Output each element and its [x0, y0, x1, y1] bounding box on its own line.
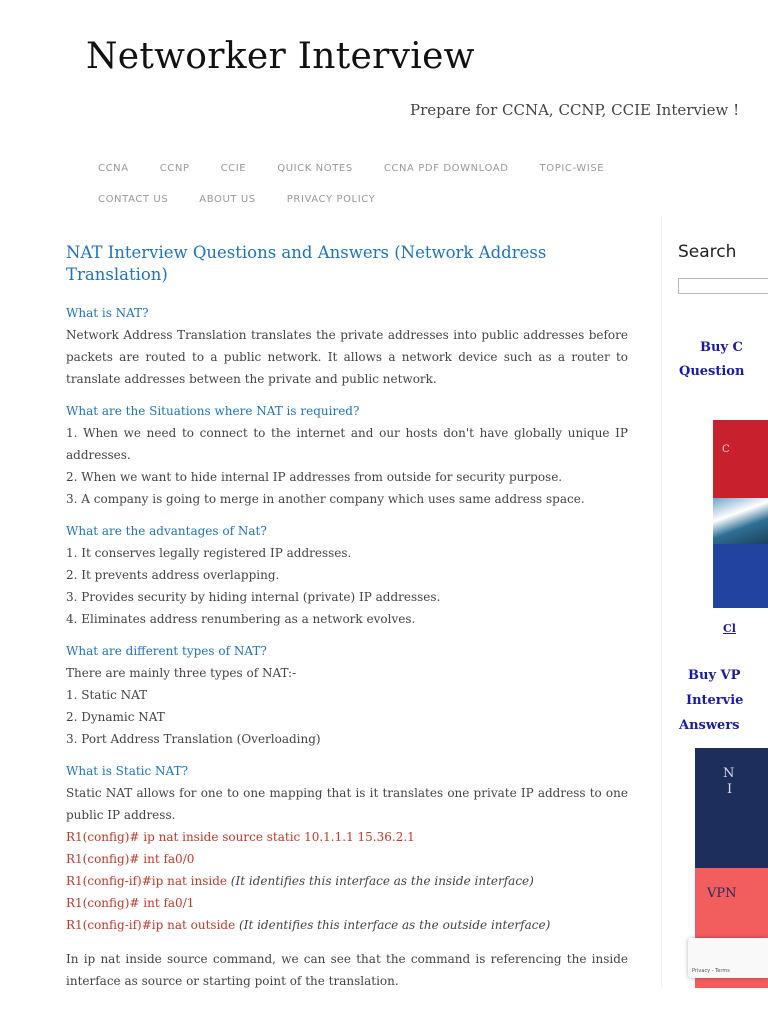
buy-ccna-promo-link[interactable]: [662, 336, 768, 384]
article: [66, 242, 628, 992]
promo-line: Question: [679, 364, 745, 379]
answer-paragraph: Network Address Translation translates the private addresses into public addresses before packets are routed to a public network. It allows a network device such as a router to translate addresses between the private and public network.: [66, 328, 628, 386]
question-heading: What is Static NAT?: [66, 764, 189, 778]
recaptcha-badge[interactable]: [688, 938, 768, 978]
list-item: 2. Dynamic NAT: [66, 710, 165, 724]
book-cover-text: N: [723, 766, 735, 781]
nav-item-ccnp[interactable]: CCNP: [159, 163, 190, 174]
question-heading: What is NAT?: [66, 306, 149, 320]
promo-line: Buy VP: [688, 668, 741, 683]
nav-row-2: [98, 184, 658, 215]
config-command: [66, 848, 628, 870]
command-note: (It identifies this interface as the inside interface): [230, 874, 534, 888]
list-item: 1. Static NAT: [66, 688, 148, 702]
command-text: R1(config)# int fa0/0: [66, 852, 195, 866]
list-item: 3. A company is going to merge in another company which uses same address space.: [66, 492, 585, 506]
answer-paragraph: In ip nat inside source command, we can see that the command is referencing the inside interface as source or starting point of the translation.: [66, 952, 628, 988]
list-item: 3. Provides security by hiding internal (private) IP addresses.: [66, 590, 441, 604]
book-cover-text: I: [727, 782, 733, 797]
book-cover-bottom: [713, 544, 768, 608]
site-tagline: Prepare for CCNA, CCNP, CCIE Interview !: [410, 101, 740, 119]
book-cover-image: [713, 498, 768, 544]
list-item: 2. When we want to hide internal IP addresses from outside for security purpose.: [66, 470, 563, 484]
nav-item-ccna[interactable]: CCNA: [98, 163, 129, 174]
promo-line: Answers: [679, 718, 740, 733]
config-command: [66, 826, 628, 848]
nav-item-ccna-pdf-download[interactable]: CCNA PDF DOWNLOAD: [383, 163, 509, 174]
article-title[interactable]: NAT Interview Questions and Answers (Network Address Translation): [66, 243, 547, 284]
promo-line: Buy C: [700, 340, 743, 355]
list-item: 2. It prevents address overlapping.: [66, 568, 280, 582]
nav-item-privacy-policy[interactable]: PRIVACY POLICY: [286, 194, 376, 205]
list-item: 4. Eliminates address renumbering as a network evolves.: [66, 612, 416, 626]
command-text: R1(config-if)#ip nat outside: [66, 918, 240, 932]
config-command: [66, 914, 628, 936]
site-title[interactable]: Networker Interview: [86, 36, 475, 77]
book-cover-top: C: [713, 420, 768, 498]
list-item: 3. Port Address Translation (Overloading): [66, 732, 321, 746]
ccna-book-cover[interactable]: [713, 420, 768, 608]
main-navigation: [98, 153, 658, 215]
book-cover-top: [695, 748, 768, 868]
search-input[interactable]: [678, 278, 768, 294]
command-text: R1(config-if)#ip nat inside: [66, 874, 231, 888]
nav-item-topic-wise[interactable]: TOPIC-WISE: [539, 163, 605, 174]
command-note: (It identifies this interface as the outside interface): [239, 918, 551, 932]
config-command: [66, 870, 628, 892]
buy-vpn-promo-link[interactable]: [662, 663, 768, 738]
search-widget-title: Search: [678, 242, 737, 262]
recaptcha-terms[interactable]: Privacy - Terms: [692, 968, 730, 974]
nav-row-1: [98, 153, 658, 184]
list-item: 1. It conserves legally registered IP addresses.: [66, 546, 352, 560]
config-command: [66, 892, 628, 914]
nav-item-contact-us[interactable]: CONTACT US: [98, 194, 169, 205]
question-heading: What are the Situations where NAT is required?: [66, 404, 360, 418]
spacer: [66, 936, 628, 948]
nav-item-about-us[interactable]: ABOUT US: [199, 194, 256, 205]
question-heading: What are different types of NAT?: [66, 644, 267, 658]
command-text: R1(config)# ip nat inside source static 10.1.1.1 15.36.2.1: [66, 830, 415, 844]
list-item: 1. When we need to connect to the internet and our hosts don't have globally unique IP addresses.: [66, 426, 628, 462]
command-text: R1(config)# int fa0/1: [66, 896, 195, 910]
nav-item-quick-notes[interactable]: QUICK NOTES: [277, 163, 353, 174]
sidebar: [661, 216, 768, 988]
answer-paragraph: Static NAT allows for one to one mapping that is it translates one private IP address to one public IP address.: [66, 786, 628, 822]
click-here-link[interactable]: Cl: [723, 622, 736, 635]
book-cover-bottom: VPN: [695, 868, 768, 988]
question-heading: What are the advantages of Nat?: [66, 524, 267, 538]
nav-item-ccie[interactable]: CCIE: [220, 163, 247, 174]
answer-intro: There are mainly three types of NAT:-: [66, 666, 297, 680]
promo-line: Intervie: [686, 693, 744, 708]
